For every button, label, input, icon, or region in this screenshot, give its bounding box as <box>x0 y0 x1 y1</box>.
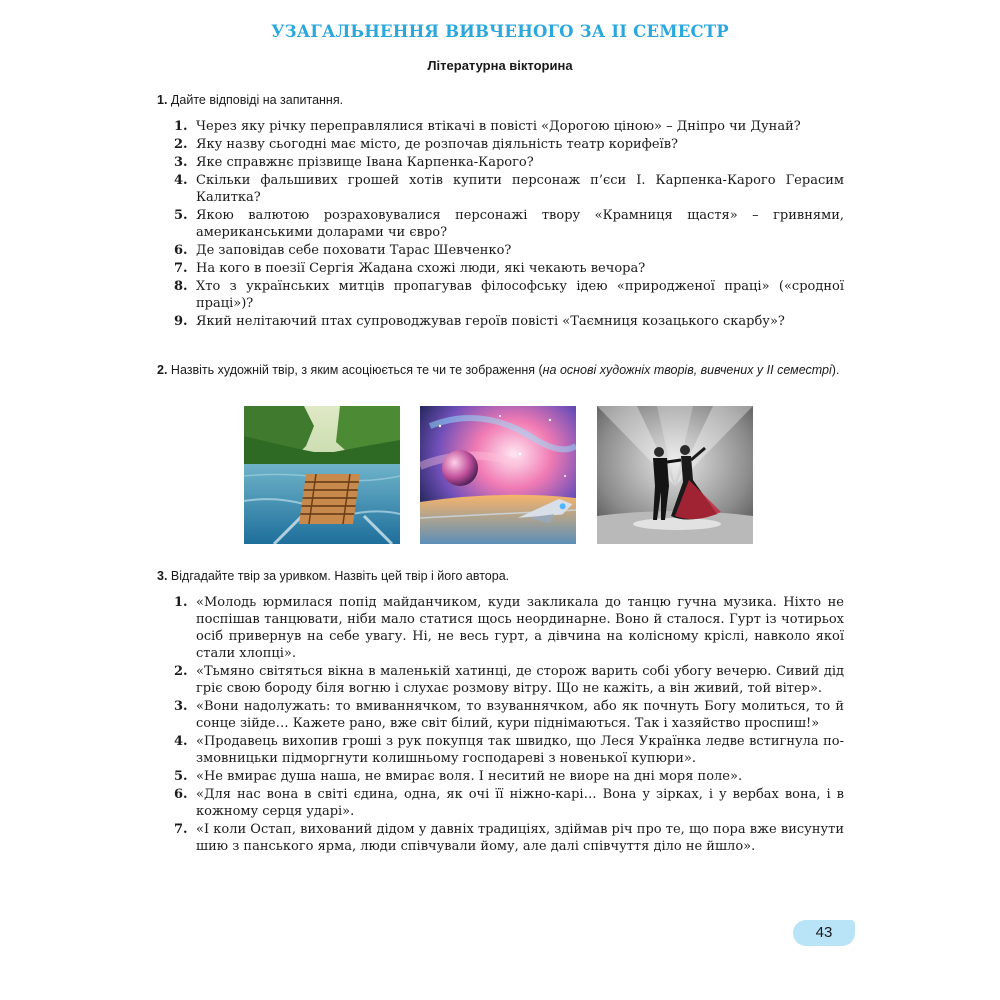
task-3-number: 3. <box>157 569 168 583</box>
dancing-couple-image <box>597 406 753 544</box>
task-1-text: Дайте відповіді на запитання. <box>170 93 344 107</box>
question-item: 3. Яке справжнє прізвище Івана Карпенка-Карого? <box>174 155 534 170</box>
excerpt-item: 1. «Молодь юрмилася попід майданчиком, куди закликала до танцю гучна музика. Ніхто не поспішав танцювати, ніби мало статися щось неординарне. Воно й сталося. Гурт із чотирьох осіб привернув на себе увагу. Ні, не весь гурт, а дівчина на колісному кріслі, навколо якої стали хлопці». <box>174 595 844 661</box>
page-subtitle: Літературна вікторина <box>427 58 573 73</box>
question-item: 7. На кого в поезії Сергія Жадана схожі люди, які чекають вечора? <box>174 261 646 276</box>
question-item: 5. Якою валютою розраховувалися персонажі твору «Крамниця щастя» – гривнями, американськими доларами чи євро? <box>174 208 844 240</box>
task-2-number: 2. <box>157 363 168 377</box>
question-item: 9. Який нелітаючий птах супроводжував героїв повісті «Таємниця козацького скарбу»? <box>174 314 785 329</box>
task-2-images <box>0 406 1000 546</box>
task-3-excerpt-list <box>174 594 844 856</box>
task-1-number: 1. <box>157 93 168 107</box>
question-item: 1. Через яку річку переправлялися втікачі в повісті «Дорогою ціною» – Дніпро чи Дунай? <box>174 119 801 134</box>
page-title: УЗАГАЛЬНЕННЯ ВИВЧЕНОГО ЗА ІІ СЕМЕСТР <box>271 22 729 41</box>
task-3-text: Відгадайте твір за уривком. Назвіть цей твір і його автора. <box>170 569 510 583</box>
excerpt-item: 2. «Тьмяно світяться вікна в маленькій хатинці, де сторож варить собі убогу вечерю. Сивий дід гріє свою бороду біля вогню і слухає розмову вітру. Що не кажіть, а він живий, той вітер». <box>174 664 844 696</box>
question-item: 2. Яку назву сьогодні має місто, де розпочав діяльність театр корифеїв? <box>174 137 678 152</box>
question-item: 6. Де заповідав себе поховати Тарас Шевченко? <box>174 243 512 258</box>
page-number-badge: 43 <box>793 920 855 946</box>
task-3-instruction <box>157 568 847 585</box>
excerpt-item: 5. «Не вмирає душа наша, не вмирає воля. І неситий не виоре на дні моря поле». <box>174 769 743 784</box>
excerpt-item: 4. «Продавець вихопив гроші з рук покупця так швидко, що Леся Українка ледве встигнула по-змовницьки підморгнути колишньому господареві з новенької купюри». <box>174 734 844 766</box>
space-scene-image <box>420 406 576 544</box>
excerpt-item: 7. «І коли Остап, вихований дідом у давніх традиціях, здіймав річ про те, що пора вже висунути шию з панського ярма, люди співчували йому, але далі співчуття діло не йшло». <box>174 822 844 854</box>
excerpt-item: 3. «Вони надолужать: то вмиваннячком, то взуваннячком, або як почнуть Богу молиться, то й сонце зійде… Кажете рано, вже світ білий, кури піднімаються. Так і хазяйство проспиш!» <box>174 699 844 731</box>
task-1-question-list <box>174 118 844 331</box>
excerpt-item: 6. «Для нас вона в світі єдина, одна, як очі її ніжно-карі… Вона у зірках, і у вербах вона, і в кожному серця ударі». <box>174 787 844 819</box>
task-2-instruction: 2. Назвіть художній твір, з яким асоціюється те чи те зображення (на основі художніх творів, вивчених у ІІ семестрі). <box>157 363 840 377</box>
question-item: 4. Скільки фальшивих грошей хотів купити персонаж п’єси І. Карпенка-Карого Герасим Калитка? <box>174 173 844 205</box>
raft-on-river-image <box>244 406 400 544</box>
task-1-instruction <box>157 92 847 109</box>
question-item: 8. Хто з українських митців пропагував філософську ідею «природженої праці» («сродної праці»)? <box>174 279 844 311</box>
